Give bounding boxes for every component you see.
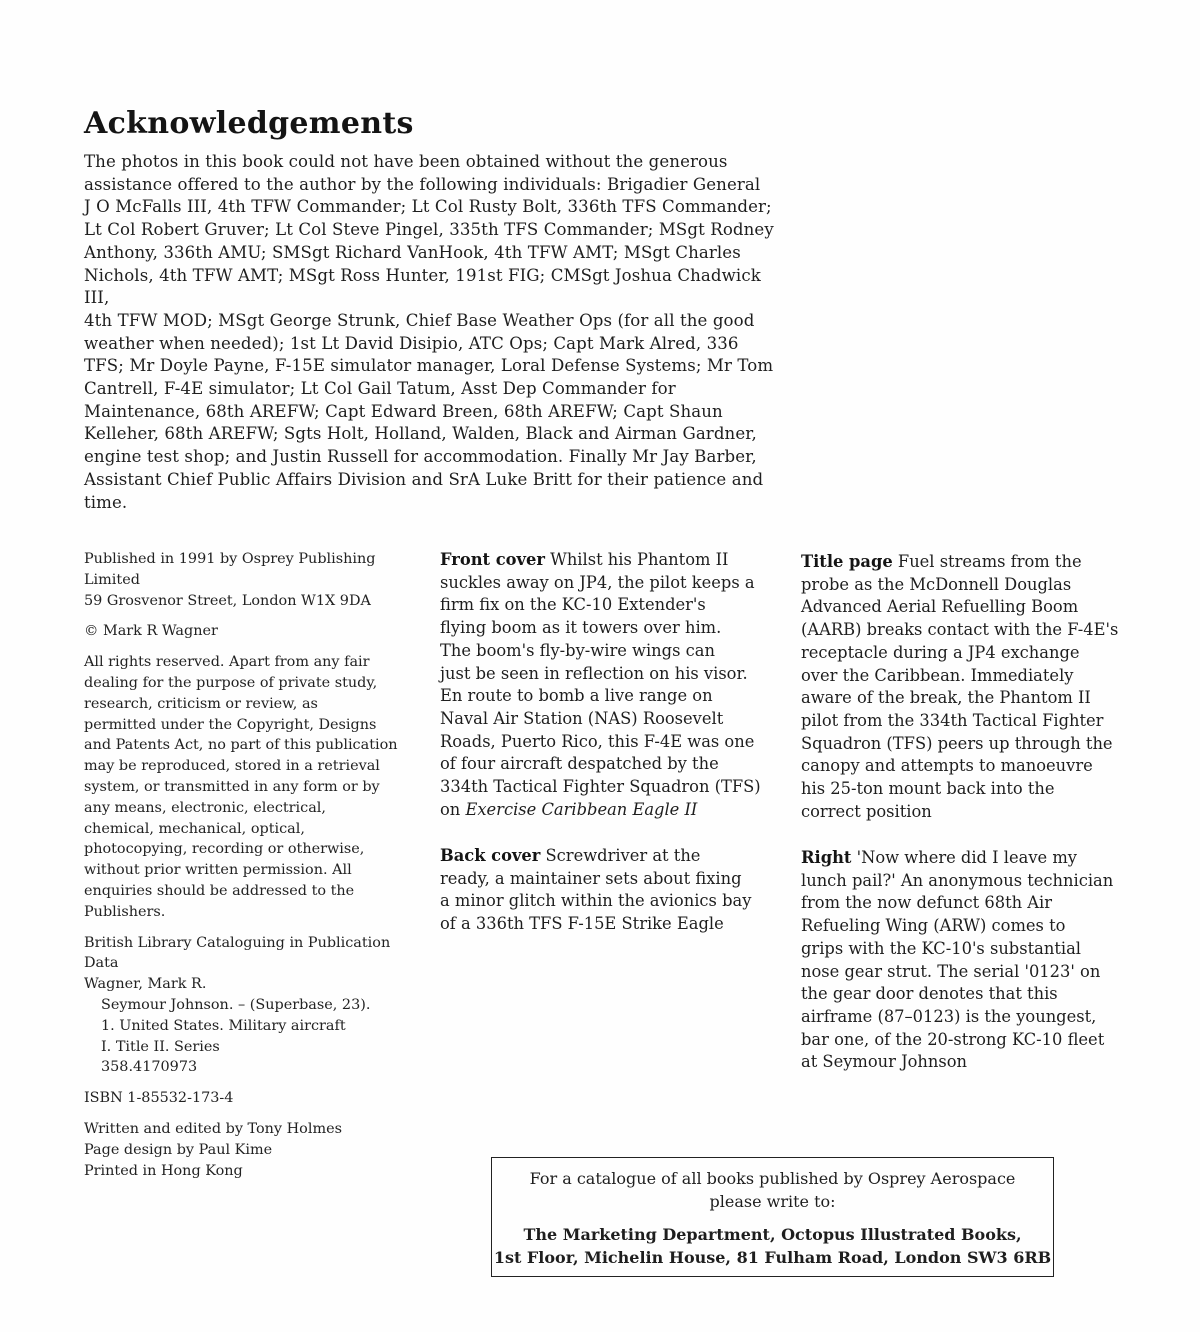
- text-line: from the now defunct 68th Air: [801, 893, 1053, 913]
- text-line: chemical, mechanical, optical,: [84, 820, 305, 837]
- text-line: on: [440, 799, 466, 819]
- text-line: at Seymour Johnson: [801, 1052, 968, 1072]
- text-line: The Marketing Department, Octopus Illustrated Books,: [523, 1225, 1022, 1244]
- text-line: permitted under the Copyright, Designs: [84, 716, 377, 733]
- text-line: TFS; Mr Doyle Payne, F-15E simulator manager, Loral Defense Systems; Mr Tom: [84, 356, 774, 376]
- text-line: J O McFalls III, 4th TFW Commander; Lt Col Rusty Bolt, 336th TFS Commander;: [84, 197, 772, 217]
- text-line: the gear door denotes that this: [801, 984, 1058, 1004]
- text-line: firm fix on the KC-10 Extender's: [440, 595, 706, 615]
- text-line: suckles away on JP4, the pilot keeps a: [440, 572, 755, 592]
- text-line: Written and edited by Tony Holmes: [84, 1120, 342, 1137]
- copyright: © Mark R Wagner: [84, 623, 218, 640]
- text-line: over the Caribbean. Immediately: [801, 665, 1074, 685]
- text-line: just be seen in reflection on his visor.: [440, 663, 748, 683]
- text-line: pilot from the 334th Tactical Fighter: [801, 710, 1104, 730]
- text-line: Squadron (TFS) peers up through the: [801, 733, 1113, 753]
- text-line: 4th TFW MOD; MSgt George Strunk, Chief Base Weather Ops (for all the good: [84, 310, 755, 330]
- text-line: The boom's fly-by-wire wings can: [440, 640, 715, 660]
- text-line: lunch pail?' An anonymous technician: [801, 870, 1114, 890]
- text-line: canopy and attempts to manoeuvre: [801, 756, 1093, 776]
- text-line: Refueling Wing (ARW) comes to: [801, 916, 1066, 936]
- text-line: The photos in this book could not have been obtained without the generous: [84, 152, 728, 171]
- text-line: I. Title II. Series: [101, 1038, 220, 1055]
- text-line: probe as the McDonnell Douglas: [801, 574, 1072, 594]
- text-line: may be reproduced, stored in a retrieval: [84, 758, 380, 775]
- text-line: 334th Tactical Fighter Squadron (TFS): [440, 777, 761, 797]
- text-line: For a catalogue of all books published by Osprey Aerospace: [529, 1169, 1016, 1188]
- text-line: Seymour Johnson. – (Superbase, 23).: [101, 996, 371, 1013]
- text-line: Cantrell, F-4E simulator; Lt Col Gail Tatum, Asst Dep Commander for: [84, 379, 676, 399]
- text-line: weather when needed); 1st Lt David Disipio, ATC Ops; Capt Mark Alred, 336: [84, 333, 739, 353]
- publication-details: [84, 549, 406, 1191]
- text-line: enquiries should be addressed to the: [84, 882, 355, 899]
- front-cover-caption: [440, 549, 778, 821]
- text-line: flying boom as it towers over him.: [440, 618, 722, 638]
- text-line: Kelleher, 68th AREFW; Sgts Holt, Holland, Walden, Black and Airman Gardner,: [84, 424, 757, 444]
- back-cover-caption: [440, 845, 778, 936]
- text-line: 1. United States. Military aircraft: [101, 1017, 346, 1034]
- text-line: 'Now where did I leave my: [851, 848, 1077, 867]
- title-page-caption: [801, 551, 1141, 823]
- text-line: receptacle during a JP4 exchange: [801, 642, 1080, 662]
- text-line: Nichols, 4th TFW AMT; MSgt Ross Hunter, 191st FIG; CMSgt Joshua Chadwick III,: [84, 265, 761, 308]
- text-line: correct position: [801, 801, 932, 821]
- text-line: (AARB) breaks contact with the F-4E's: [801, 620, 1119, 640]
- text-line: Roads, Puerto Rico, this F-4E was one: [440, 731, 755, 751]
- page-title: Acknowledgements: [84, 106, 414, 141]
- text-line: airframe (87–0123) is the youngest,: [801, 1006, 1097, 1026]
- text-line: aware of the break, the Phantom II: [801, 688, 1091, 708]
- text-line: ready, a maintainer sets about fixing: [440, 868, 742, 888]
- text-line: please write to:: [709, 1192, 836, 1211]
- text-line: bar one, of the 20-strong KC-10 fleet: [801, 1029, 1105, 1049]
- exercise-name: Exercise Caribbean Eagle II: [465, 799, 698, 819]
- text-line: a minor glitch within the avionics bay: [440, 891, 752, 911]
- caption-label: Back cover: [440, 846, 541, 865]
- credits: [84, 1119, 406, 1181]
- catalogue-request-box: [491, 1157, 1054, 1277]
- text-line: Wagner, Mark R.: [84, 976, 207, 993]
- text-line: 358.4170973: [101, 1059, 198, 1076]
- text-line: without prior written permission. All: [84, 862, 352, 879]
- text-line: Naval Air Station (NAS) Roosevelt: [440, 708, 724, 728]
- text-line: and Patents Act, no part of this publication: [84, 737, 398, 754]
- text-line: Lt Col Robert Gruver; Lt Col Steve Pingel, 335th TFS Commander; MSgt Rodney: [84, 220, 774, 240]
- catalogue-address: [492, 1223, 1053, 1269]
- text-line: assistance offered to the author by the following individuals: Brigadier General: [84, 174, 761, 194]
- text-line: En route to bomb a live range on: [440, 686, 713, 706]
- text-line: nose gear strut. The serial '0123' on: [801, 961, 1101, 981]
- right-caption: [801, 847, 1141, 1074]
- published-by: [84, 549, 406, 611]
- text-line: All rights reserved. Apart from any fair: [84, 654, 370, 671]
- text-line: Anthony, 336th AMU; SMSgt Richard VanHook, 4th TFW AMT; MSgt Charles: [84, 242, 741, 262]
- text-line: Publishers.: [84, 903, 166, 920]
- cataloguing-data: [84, 933, 406, 1079]
- text-line: Printed in Hong Kong: [84, 1162, 243, 1179]
- text-line: any means, electronic, electrical,: [84, 799, 326, 816]
- text-line: grips with the KC-10's substantial: [801, 938, 1081, 958]
- caption-label: Right: [801, 848, 852, 867]
- text-line: Whilst his Phantom II: [544, 550, 729, 569]
- text-line: of a 336th TFS F-15E Strike Eagle: [440, 914, 724, 934]
- text-line: Page design by Paul Kime: [84, 1141, 273, 1158]
- text-line: Assistant Chief Public Affairs Division and SrA Luke Britt for their patience and: [84, 469, 764, 489]
- text-line: time.: [84, 492, 128, 512]
- text-line: 1st Floor, Michelin House, 81 Fulham Road, London SW3 6RB: [493, 1248, 1052, 1267]
- text-line: Fuel streams from the: [892, 552, 1082, 571]
- isbn: ISBN 1-85532-173-4: [84, 1090, 234, 1107]
- catalogue-intro: [492, 1167, 1053, 1213]
- text-line: his 25-ton mount back into the: [801, 779, 1055, 799]
- text-line: Limited: [84, 571, 140, 588]
- rights-notice: [84, 652, 406, 922]
- text-line: Screwdriver at the: [540, 846, 701, 865]
- text-line: Maintenance, 68th AREFW; Capt Edward Breen, 68th AREFW; Capt Shaun: [84, 401, 723, 421]
- text-line: dealing for the purpose of private study,: [84, 674, 378, 691]
- text-line: engine test shop; and Justin Russell for accommodation. Finally Mr Jay Barber,: [84, 447, 757, 467]
- text-line: British Library Cataloguing in Publication: [84, 934, 391, 951]
- text-line: Published in 1991 by Osprey Publishing: [84, 551, 376, 567]
- text-line: photocopying, recording or otherwise,: [84, 841, 365, 858]
- text-line: Advanced Aerial Refuelling Boom: [801, 597, 1079, 617]
- caption-label: Title page: [801, 552, 893, 571]
- text-line: 59 Grosvenor Street, London W1X 9DA: [84, 592, 371, 609]
- text-line: research, criticism or review, as: [84, 695, 318, 712]
- text-line: Data: [84, 955, 119, 972]
- acknowledgements-body: [84, 151, 774, 514]
- text-line: of four aircraft despatched by the: [440, 754, 719, 774]
- caption-label: Front cover: [440, 550, 545, 569]
- text-line: system, or transmitted in any form or by: [84, 778, 380, 795]
